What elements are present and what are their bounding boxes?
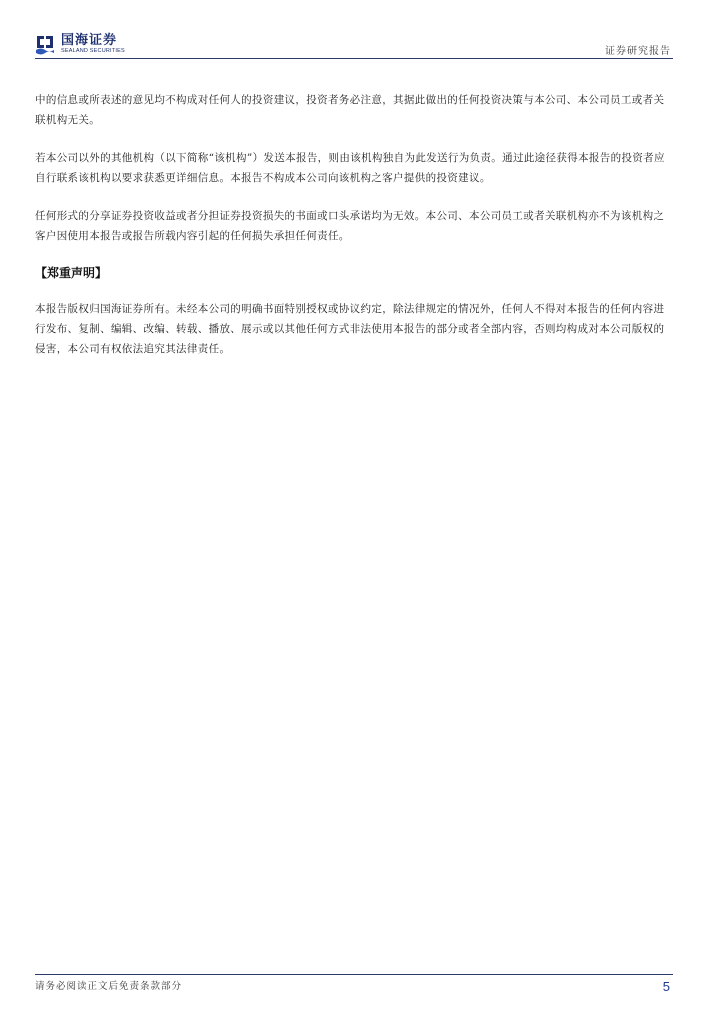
disclaimer-paragraph-1: 中的信息或所表述的意见均不构成对任何人的投资建议，投资者务必注意，其据此做出的任何投资决策与本公司、本公司员工或者关联机构无关。 <box>35 94 665 126</box>
section-title-solemn-statement: 【郑重声明】 <box>35 266 108 280</box>
disclaimer-paragraph-3: 任何形式的分享证券投资收益或者分担证券投资损失的书面或口头承诺均为无效。本公司、本公司员工或者关联机构亦不为该机构之客户因使用本报告或报告所载内容引起的任何损失承担任何责任。 <box>35 210 665 242</box>
company-logo <box>35 32 125 56</box>
logo-chinese-name: 国海证券 <box>61 32 118 48</box>
sealand-logo-icon <box>35 33 55 55</box>
page-footer <box>35 974 673 1005</box>
document-body <box>35 90 675 377</box>
logo-english-name: SEALAND SECURITIES <box>61 47 125 54</box>
page-number: 5 <box>662 979 670 994</box>
page-header <box>35 32 673 59</box>
disclaimer-paragraph-2: 若本公司以外的其他机构（以下简称“该机构”）发送本报告，则由该机构独自为此发送行为负责。通过此途径获得本报告的投资者应自行联系该机构以要求获悉更详细信息。本报告不构成本公司向该机构之客户提供的投资建议。 <box>35 152 665 184</box>
report-type-label: 证券研究报告 <box>605 46 671 57</box>
footer-disclaimer-note: 请务必阅读正文后免责条款部分 <box>35 981 183 992</box>
copyright-paragraph: 本报告版权归国海证券所有。未经本公司的明确书面特别授权或协议约定，除法律规定的情况外，任何人不得对本报告的任何内容进行发布、复制、编辑、改编、转载、播放、展示或以其他任何方式非法使用本报告的部分或者全部内容，否则均构成对本公司版权的侵害，本公司有权依法追究其法律责任。 <box>35 303 665 355</box>
